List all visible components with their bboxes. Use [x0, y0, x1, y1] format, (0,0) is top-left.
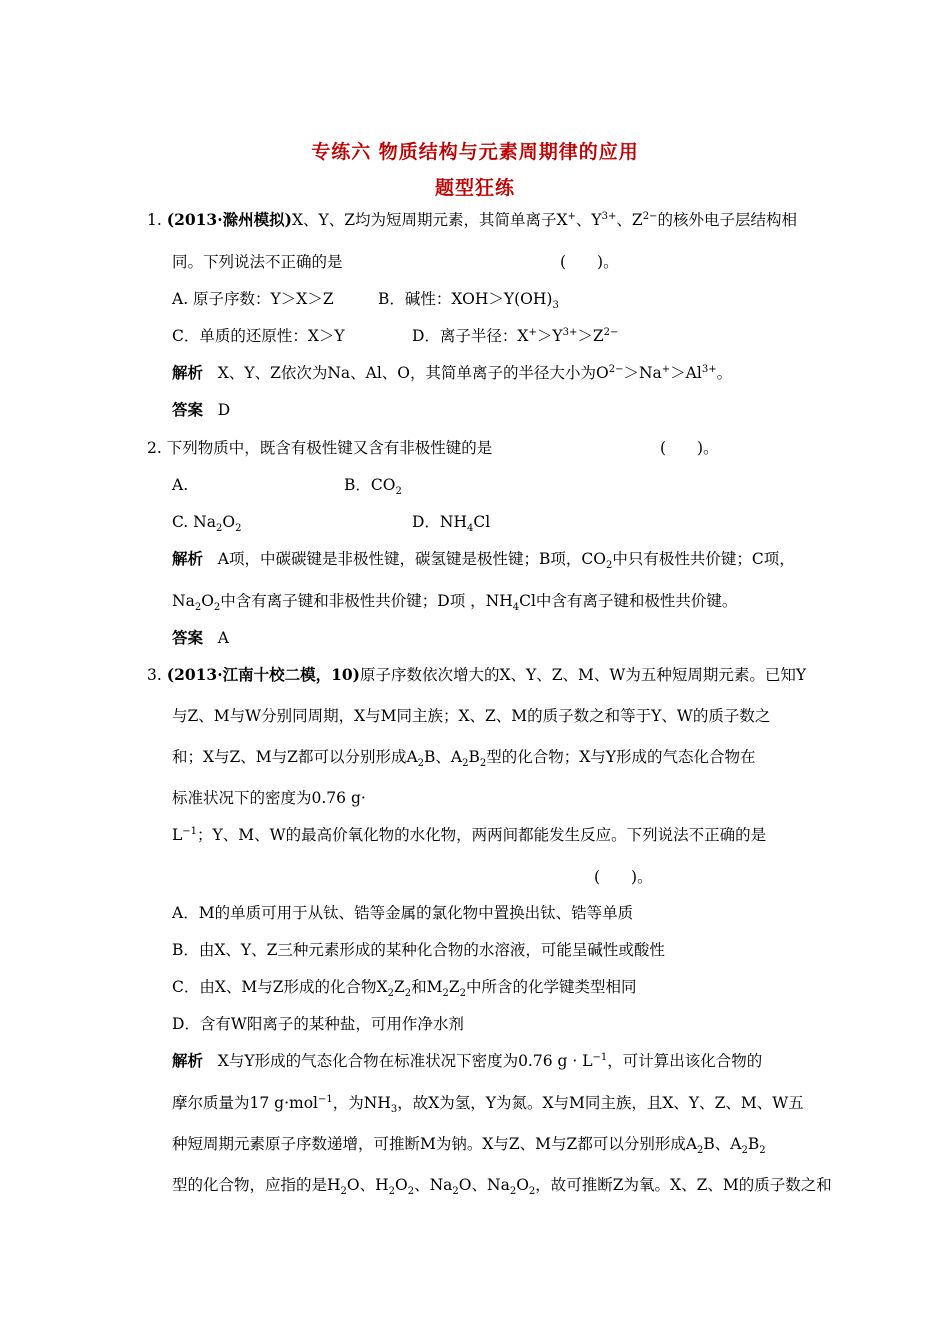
page-title: 专练六 物质结构与元素周期律的应用 [311, 141, 639, 163]
q3-stem-line4: 标准状况下的密度为0.76 g· [172, 789, 366, 807]
q1-answer-label: 答案 [172, 400, 204, 419]
q2-stem: 2. 下列物质中，既含有极性键又含有非极性键的是 [147, 439, 493, 457]
q3-analysis-label: 解析 [172, 1051, 204, 1070]
q1-stem-line1: 1. (2013·滁州模拟)X、Y、Z均为短周期元素，其简单离子X+、$Y^{3+}$、$Z^{2-}$的核外电子层结构相 [147, 210, 797, 229]
q2-answer-paren: ( )。 [660, 439, 719, 457]
q3-analysis-line1: 解析 X与Y形成的气态化合物在标准状况下密度为0.76 $g \cdot L^{-1}$，可计算出该化合物的 [172, 1051, 763, 1070]
q2-analysis-label: 解析 [172, 549, 204, 568]
q2-option-d: D．$NH_4Cl$ [412, 513, 491, 535]
q1-option-d: D．离子半径：$X^+>Y^{3+}>Z^{2-}$ [412, 326, 619, 345]
q1-option-b: B．碱性：$XOH>Y(OH)_3$ [378, 290, 559, 312]
q1-stem-line2: 同。下列说法不正确的是 [172, 253, 343, 271]
q3-stem-line1: 3. (2013·江南十校二模，10)原子序数依次增大的X、Y、Z、M、W为五种短周期元素。已知Y [147, 665, 807, 684]
q3-source: (2013·江南十校二模，10) [166, 665, 361, 684]
q3-stem-line2: 与Z、M与W分别同周期，X与M同主族；X、Z、M的质子数之和等于Y、W的质子数之 [172, 707, 771, 725]
q1-option-c: C．单质的还原性：X＞Y [172, 327, 345, 345]
q2-option-a: A. [172, 476, 189, 494]
q2-option-b: B．$CO_2$ [344, 476, 402, 498]
q2-answer: 答案 A [172, 628, 229, 647]
q3-option-d: D．含有W阳离子的某种盐，可用作净水剂 [172, 1015, 464, 1033]
q3-analysis-line4: 型的化合物，应指的是$H_2O$、$H_2O_2$、$Na_2O$、$Na_2O_2$，故可推断Z为氧。X、Z、M的质子数之和 [172, 1176, 832, 1198]
q2-answer-label: 答案 [172, 628, 204, 647]
q3-stem-line3: 和；X与Z、M与Z都可以分别形成$A_2B$、$A_2B_2$型的化合物；X与Y形成的气态化合物在 [172, 748, 756, 770]
q2-analysis-line1: 解析 A项，中碳碳键是非极性键，碳氢键是极性键；B项，$CO_2$中只有极性共价键；C项， [172, 549, 795, 572]
q3-option-a: A．M的单质可用于从钛、锆等金属的氯化物中置换出钛、锆等单质 [172, 904, 634, 922]
q3-analysis-line3: 种短周期元素原子序数递增，可推断M为钠。X与Z、M与Z都可以分别形成$A_2B$、$A_2B_2$ [172, 1135, 766, 1157]
q1-answer-paren: ( )。 [560, 253, 619, 271]
q3-analysis-line2: 摩尔质量为17 g·mol$^{-1}$，为$NH_3$，故X为氢，Y为氮。X与M同主族，且X、Y、Z、M、W五 [172, 1093, 804, 1116]
q3-option-c: C．由X、M与Z形成的化合物$X_2Z_2$和$M_2Z_2$中所含的化学键类型相同 [172, 978, 637, 1000]
q3-stem-line5: $L^{-1}$；Y、M、W的最高价氧化物的水化物，两两间都能发生反应。下列说法不正确的是 [172, 825, 767, 844]
page-subtitle: 题型狂练 [434, 177, 515, 199]
q1-source: (2013·滁州模拟) [166, 210, 292, 229]
q1-number: 1 [147, 211, 157, 229]
q2-option-c: C. $Na_2O_2$ [172, 513, 242, 535]
q1-analysis-label: 解析 [172, 363, 204, 382]
q1-option-a: A. 原子序数：Y＞X＞Z [172, 290, 334, 308]
q1-answer: 答案 D [172, 400, 231, 419]
q3-option-b: B．由X、Y、Z三种元素形成的某种化合物的水溶液，可能呈碱性或酸性 [172, 941, 665, 959]
q3-answer-paren: ( )。 [594, 868, 653, 886]
q1-analysis: 解析 X、Y、Z依次为Na、Al、O，其简单离子的半径大小为$O^{2-}>Na^+>Al^{3+}$。 [172, 363, 733, 382]
q2-analysis-line2: $Na_2O_2$中含有离子键和非极性共价键；D项 ，$NH_4Cl$中含有离子键和极性共价键。 [172, 592, 738, 614]
